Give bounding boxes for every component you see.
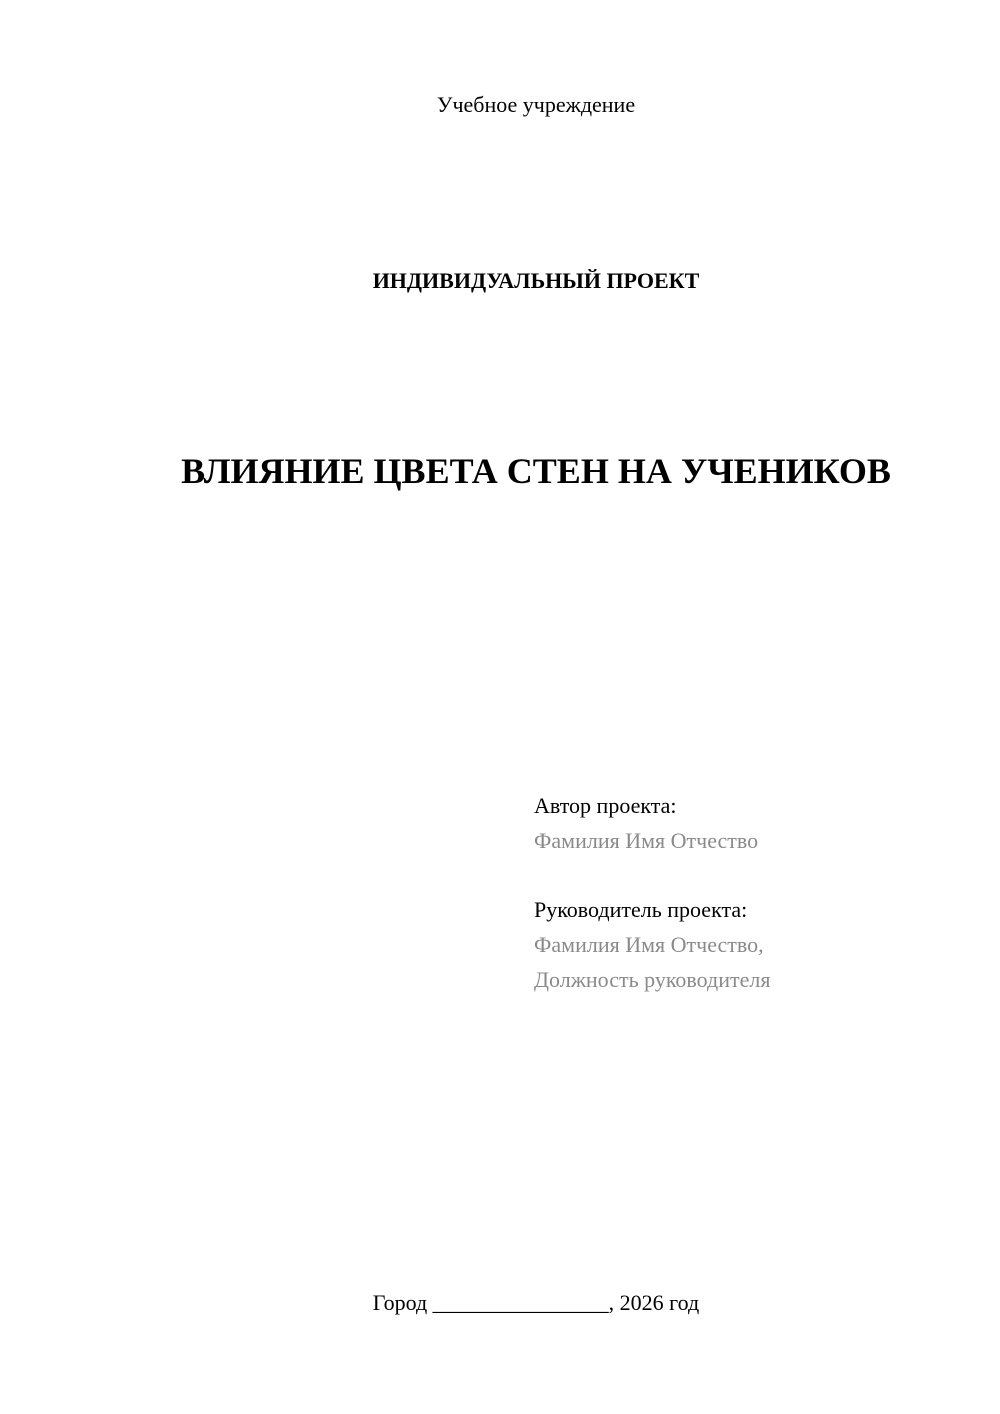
supervisor-label: Руководитель проекта: [534,897,748,922]
project-title: ВЛИЯНИЕ ЦВЕТА СТЕН НА УЧЕНИКОВ [181,451,891,491]
supervisor-name: Фамилия Имя Отчество, [534,932,764,957]
author-name: Фамилия Имя Отчество [534,828,759,853]
institution-name: Учебное учреждение [436,92,636,117]
author-label: Автор проекта: [534,793,677,818]
supervisor-position: Должность руководителя [534,967,771,992]
spacer [534,858,770,892]
project-info-block [534,788,770,997]
project-type-heading: ИНДИВИДУАЛЬНЫЙ ПРОЕКТ [372,268,700,293]
city-year-line: Город ________________, 2026 год [372,1290,700,1315]
